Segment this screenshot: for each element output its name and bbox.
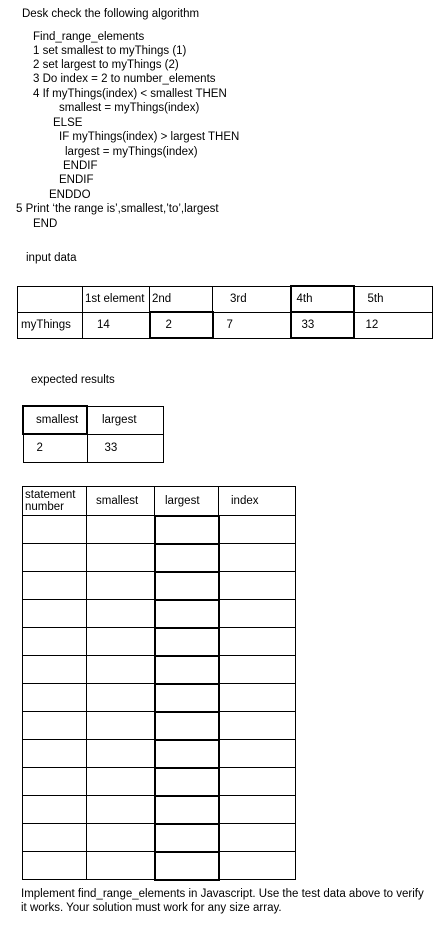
algorithm-line: ENDIF [63, 160, 98, 172]
desk-check-row [23, 544, 296, 572]
desk-check-row [23, 824, 296, 852]
input-header-cell: 2nd [150, 286, 213, 312]
desk-check-cell [219, 740, 296, 768]
input-header-cell: 3rd [213, 286, 291, 312]
expected-header-cell: largest [87, 406, 163, 434]
desk-check-cell [23, 824, 87, 852]
algorithm-line: Find_range_elements [33, 31, 145, 43]
desk-check-cell [219, 852, 296, 880]
desk-check-cell [219, 684, 296, 712]
algorithm-line: smallest = myThings(index) [59, 102, 200, 114]
desk-check-cell [155, 768, 219, 796]
input-value-row [18, 312, 433, 338]
desk-check-cell [23, 768, 87, 796]
instructions: Implement find_range_elements in Javascript. Use the test data above to verify it works. Your solution must work for any size array. [21, 888, 424, 914]
desk-check-cell [219, 712, 296, 740]
desk-check-cell [23, 600, 87, 628]
desk-check-cell [155, 796, 219, 824]
algorithm-line: ENDIF [59, 174, 94, 186]
desk-check-cell [219, 628, 296, 656]
desk-check-table [22, 486, 296, 881]
heading: Desk check the following algorithm [22, 8, 200, 20]
expected-header-row [23, 406, 163, 434]
expected-results-table [22, 405, 164, 463]
desk-check-cell [87, 600, 155, 628]
desk-check-cell [155, 544, 219, 572]
desk-check-cell [155, 516, 219, 544]
desk-check-cell [219, 516, 296, 544]
desk-check-cell [23, 516, 87, 544]
algorithm-line: 4 If myThings(index) < smallest THEN [33, 88, 227, 100]
desk-check-cell [23, 684, 87, 712]
desk-check-cell [23, 572, 87, 600]
input-value-cell: 7 [213, 312, 291, 338]
desk-check-cell [155, 712, 219, 740]
input-data-label: input data [26, 252, 77, 264]
expected-results-label: expected results [31, 374, 115, 386]
desk-check-cell [219, 600, 296, 628]
algorithm-line: largest = myThings(index) [65, 146, 198, 158]
desk-check-cell [23, 656, 87, 684]
smallest-header: smallest [87, 487, 155, 516]
desk-check-cell [23, 628, 87, 656]
desk-check-cell [155, 628, 219, 656]
desk-check-cell [23, 852, 87, 880]
desk-check-cell [155, 600, 219, 628]
algorithm-line: 3 Do index = 2 to number_elements [33, 73, 216, 85]
desk-check-row [23, 656, 296, 684]
desk-check-cell [87, 628, 155, 656]
algorithm-line: 5 Print ‘the range is’,smallest,’to’,largest [16, 203, 219, 215]
desk-check-cell [155, 656, 219, 684]
algorithm-line: IF myThings(index) > largest THEN [59, 131, 240, 143]
desk-check-row [23, 628, 296, 656]
desk-check-cell [219, 796, 296, 824]
expected-value-cell: 33 [87, 434, 163, 462]
desk-check-row [23, 684, 296, 712]
algorithm-line: END [33, 218, 58, 230]
desk-check-cell [23, 740, 87, 768]
desk-check-cell [155, 852, 219, 880]
desk-check-cell [87, 824, 155, 852]
desk-check-row [23, 740, 296, 768]
algorithm-line: ENDDO [49, 189, 91, 201]
desk-check-cell [87, 544, 155, 572]
desk-check-cell [87, 572, 155, 600]
desk-check-header-row [23, 487, 296, 516]
input-header-cell: 5th [354, 286, 433, 312]
desk-check-cell [219, 768, 296, 796]
desk-check-cell [219, 824, 296, 852]
desk-check-row [23, 852, 296, 880]
desk-check-cell [155, 684, 219, 712]
input-header-cell: 1st element [83, 286, 150, 312]
expected-value-row [23, 434, 163, 462]
desk-check-body [23, 516, 296, 880]
desk-check-row [23, 600, 296, 628]
input-value-cell: 33 [291, 312, 354, 338]
algorithm-line: 2 set largest to myThings (2) [33, 59, 179, 71]
desk-check-row [23, 796, 296, 824]
input-header-cell: 4th [291, 286, 354, 312]
desk-check-cell [87, 712, 155, 740]
desk-check-cell [155, 740, 219, 768]
desk-check-cell [87, 740, 155, 768]
desk-check-cell [87, 768, 155, 796]
desk-check-row [23, 572, 296, 600]
desk-check-cell [219, 572, 296, 600]
desk-check-cell [219, 656, 296, 684]
algorithm-line: ELSE [53, 117, 83, 129]
desk-check-cell [155, 824, 219, 852]
desk-check-cell [23, 544, 87, 572]
input-row-label: myThings [18, 312, 83, 338]
desk-check-row [23, 516, 296, 544]
largest-header: largest [155, 487, 219, 516]
expected-value-cell: 2 [23, 434, 87, 462]
input-value-cell: 14 [83, 312, 150, 338]
input-data-table [17, 285, 433, 339]
desk-check-cell [87, 852, 155, 880]
desk-check-cell [23, 796, 87, 824]
index-header: index [219, 487, 296, 516]
desk-check-row [23, 712, 296, 740]
desk-check-cell [23, 712, 87, 740]
desk-check-cell [219, 544, 296, 572]
statement-number-header [23, 487, 87, 516]
expected-header-cell: smallest [23, 406, 87, 434]
desk-check-cell [87, 656, 155, 684]
input-value-cell: 2 [150, 312, 213, 338]
input-value-cell: 12 [354, 312, 433, 338]
desk-check-cell [87, 684, 155, 712]
algorithm-line: 1 set smallest to myThings (1) [33, 45, 187, 57]
desk-check-cell [155, 572, 219, 600]
statement-number-header-text: statement number [25, 489, 76, 513]
input-header-cell [18, 286, 83, 312]
desk-check-row [23, 768, 296, 796]
desk-check-cell [87, 796, 155, 824]
input-header-row [18, 286, 433, 312]
desk-check-cell [87, 516, 155, 544]
